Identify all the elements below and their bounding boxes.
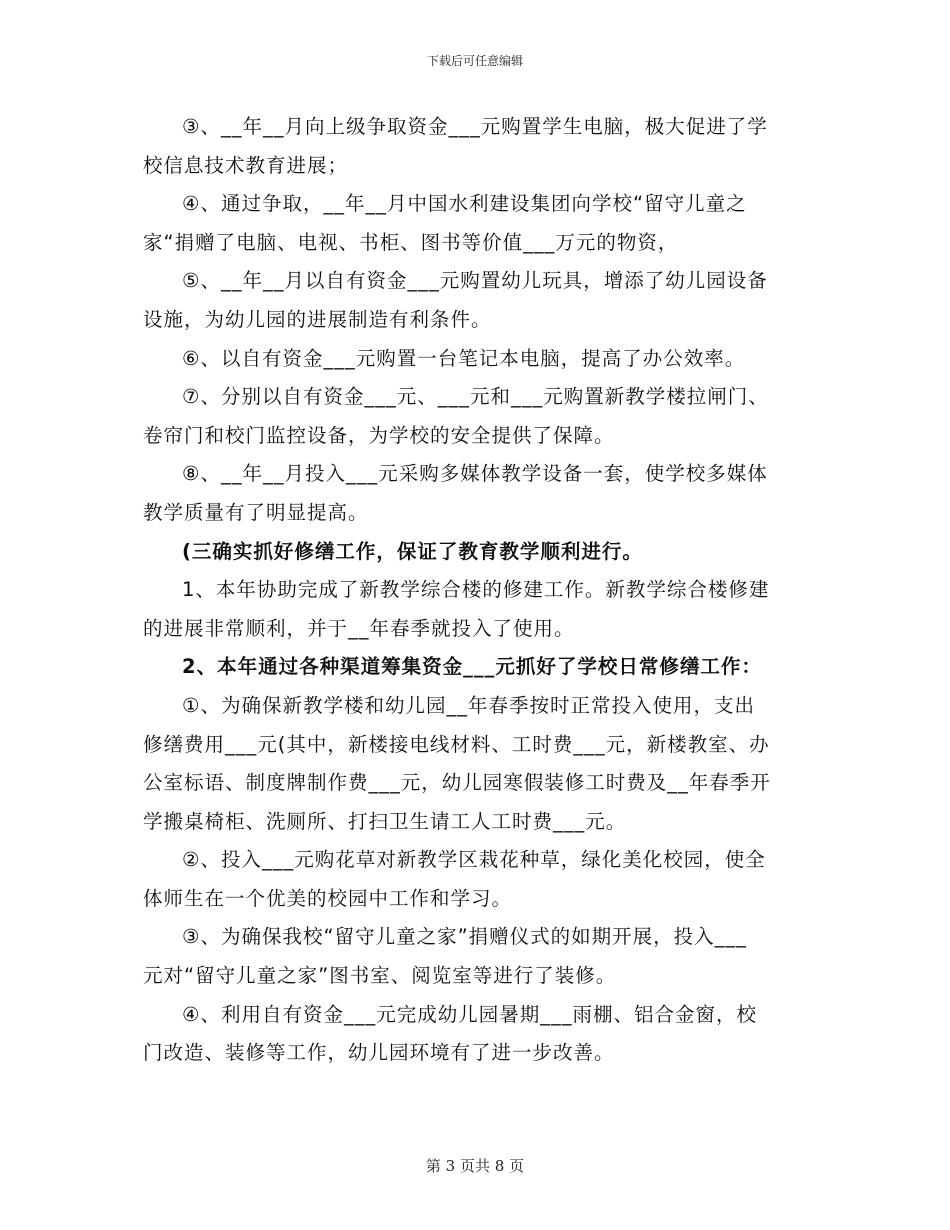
document-body <box>143 108 809 1073</box>
text-line: (三确实抓好修缮工作，保证了教育教学顺利进行。 <box>182 539 643 563</box>
paragraph <box>143 455 809 532</box>
text-line: 元对“留守儿童之家”图书室、阅览室等进行了装修。 <box>143 964 617 988</box>
paragraph <box>143 996 809 1073</box>
paragraph <box>143 108 809 185</box>
text-line: ②、投入___元购花草对新教学区栽花种草，绿化美化校园，使全 <box>182 848 766 872</box>
text-line: ④、利用自有资金___元完成幼儿园暑期___雨棚、铝合金窗，校 <box>182 1002 757 1026</box>
text-line: 公室标语、制度牌制作费___元，幼儿园寒假装修工时费及__年春季开 <box>143 771 771 795</box>
text-line: ⑥、以自有资金___元购置一台笔记本电脑，提高了办公效率。 <box>182 346 746 370</box>
paragraph <box>143 841 809 918</box>
paragraph <box>143 918 809 995</box>
section-heading <box>143 648 809 687</box>
text-line: 学搬桌椅柜、洗厕所、打扫卫生请工人工时费___元。 <box>143 809 627 833</box>
text-line: ⑤、__年__月以自有资金___元购置幼儿玩具，增添了幼儿园设备 <box>182 269 768 293</box>
paragraph <box>143 571 809 648</box>
text-line: ⑧、__年__月投入___元采购多媒体教学设备一套，使学校多媒体 <box>182 462 768 486</box>
text-line: 卷帘门和校门监控设备，为学校的安全提供了保障。 <box>143 423 615 447</box>
paragraph <box>143 185 809 262</box>
text-line: 设施，为幼儿园的进展制造有利条件。 <box>143 307 492 331</box>
text-line: ①、为确保新教学楼和幼儿园__年春季按时正常投入使用，支出 <box>182 693 755 717</box>
paragraph <box>143 262 809 339</box>
text-line: ④、通过争取，__年__月中国水利建设集团向学校“留守儿童之 <box>182 192 747 216</box>
text-line: ③、为确保我校“留守儿童之家”捐赠仪式的如期开展，投入___ <box>182 925 747 949</box>
text-line: ⑦、分别以自有资金___元、___元和___元购置新教学楼拉闸门、 <box>182 385 769 409</box>
text-line: 1、本年协助完成了新教学综合楼的修建工作。新教学综合楼修建 <box>182 578 770 602</box>
paragraph <box>143 340 809 379</box>
paragraph <box>143 687 809 841</box>
text-line: 家“捐赠了电脑、电视、书柜、图书等价值___万元的物资， <box>143 230 679 254</box>
text-line: 校信息技术教育进展； <box>143 153 349 177</box>
text-line: 门改造、装修等工作，幼儿园环境有了进一步改善。 <box>143 1041 615 1065</box>
text-line: 修缮费用___元(其中，新楼接电线材料、工时费___元，新楼教室、办 <box>143 732 770 756</box>
page-number: 第 3 页共 8 页 <box>425 1157 525 1175</box>
page-header: 下载后可任意编辑 <box>426 54 523 68</box>
paragraph <box>143 378 809 455</box>
text-line: 2、本年通过各种渠道筹集资金___元抓好了学校日常修缮工作： <box>182 655 762 679</box>
text-line: ③、__年__月向上级争取资金___元购置学生电脑，极大促进了学 <box>182 115 768 138</box>
text-line: 体师生在一个优美的校园中工作和学习。 <box>143 886 513 910</box>
text-line: 教学质量有了明显提高。 <box>143 500 369 524</box>
text-line: 的进展非常顺利，并于__年春季就投入了使用。 <box>143 616 575 640</box>
section-heading <box>143 533 809 572</box>
